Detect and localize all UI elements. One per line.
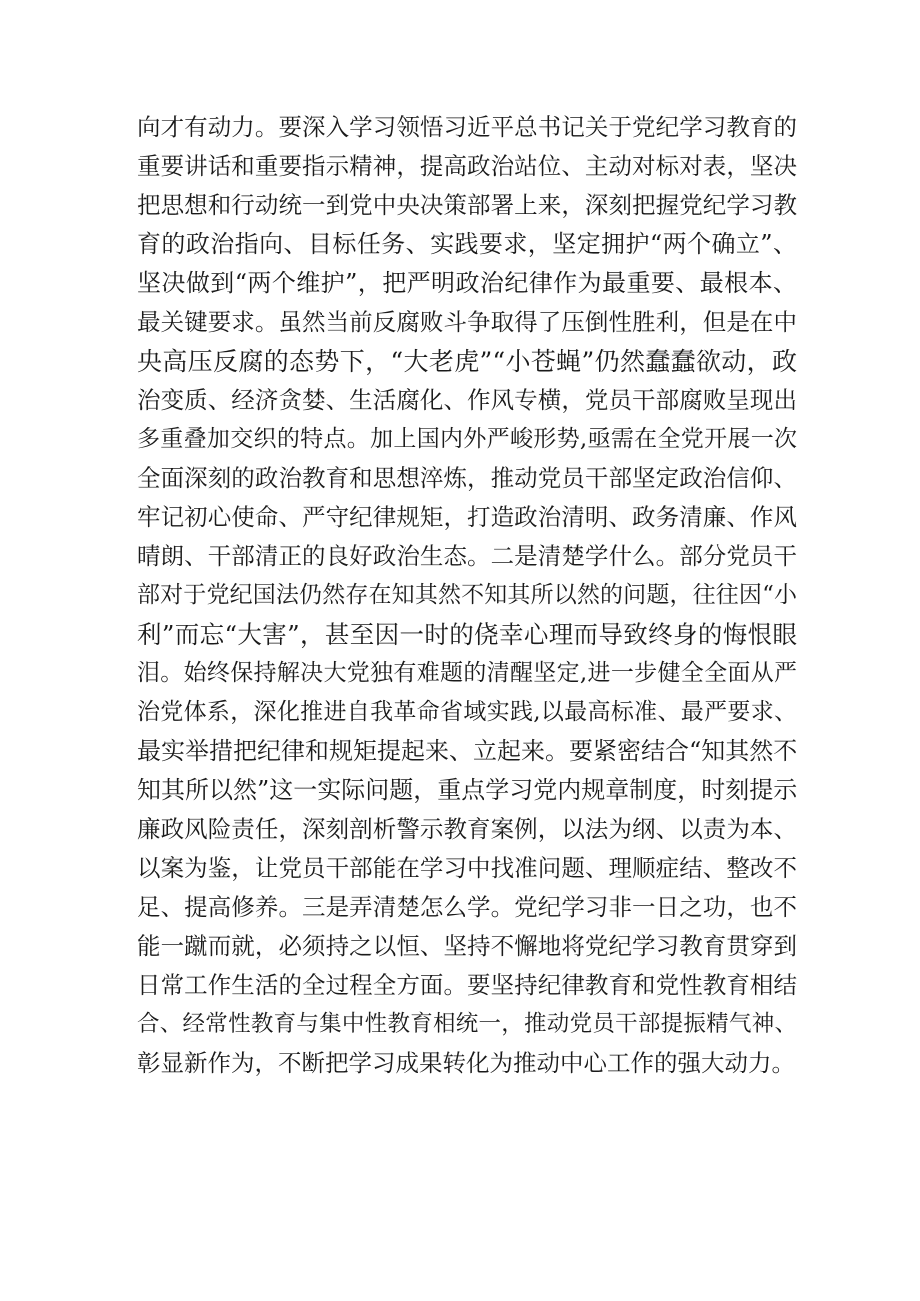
text-line-5: 坚决做到“两个维护”，把严明政治纪律作为最重要、最根本、	[137, 269, 797, 297]
text-line-11: 牢记初心使命、严守纪律规矩，打造政治清明、政务清廉、作风	[137, 503, 797, 531]
text-line-23: 日常工作生活的全过程全方面。要坚持纪律教育和党性教育相结	[137, 971, 797, 999]
text-line-25: 彰显新作为，不断把学习成果转化为推动中心工作的强大动力。	[137, 1049, 795, 1077]
text-line-18: 知其所以然”这一实际问题，重点学习党内规章制度，时刻提示	[137, 776, 798, 804]
text-line-9: 多重叠加交织的特点。加上国内外严峻形势,亟需在全党开展一次	[137, 426, 797, 452]
text-line-1: 向才有动力。要深入学习领悟习近平总书记关于党纪学习教育的	[137, 113, 797, 141]
text-line-8: 治变质、经济贪婪、生活腐化、作风专横，党员干部腐败呈现出	[137, 386, 797, 414]
text-line-6: 最关键要求。虽然当前反腐败斗争取得了压倒性胜利，但是在中	[137, 308, 797, 336]
text-line-17: 最实举措把纪律和规矩提起来、立起来。要紧密结合“知其然不	[137, 737, 798, 765]
text-line-22: 能一蹴而就，必须持之以恒、坚持不懈地将党纪学习教育贯穿到	[137, 932, 797, 960]
text-line-13: 部对于党纪国法仍然存在知其然不知其所以然的问题，往往因“小	[137, 582, 797, 608]
text-line-4: 育的政治指向、目标任务、实践要求，坚定拥护“两个确立”、	[137, 230, 797, 258]
text-line-15: 泪。始终保持解决大党独有难题的清醒坚定,进一步健全全面从严	[137, 660, 797, 686]
text-line-3: 把思想和行动统一到党中央决策部署上来，深刻把握党纪学习教	[137, 191, 797, 219]
body-text	[137, 108, 797, 1083]
text-line-20: 以案为鉴，让党员干部能在学习中找准问题、理顺症结、整改不	[137, 854, 797, 882]
text-line-10: 全面深刻的政治教育和思想淬炼，推动党员干部坚定政治信仰、	[137, 464, 797, 492]
text-line-7: 央高压反腐的态势下，“大老虎”“小苍蝇”仍然蠢蠢欲动，政	[137, 347, 797, 376]
text-line-21: 足、提高修养。三是弄清楚怎么学。党纪学习非一日之功，也不	[137, 893, 797, 921]
text-line-14: 利”而忘“大害”，甚至因一时的侥幸心理而导致终身的悔恨眼	[137, 620, 797, 649]
text-line-24: 合、经常性教育与集中性教育相统一，推动党员干部提振精气神、	[137, 1011, 797, 1037]
text-line-19: 廉政风险责任，深刻剖析警示教育案例，以法为纲、以责为本、	[137, 815, 797, 843]
text-line-2: 重要讲话和重要指示精神，提高政治站位、主动对标对表，坚决	[137, 152, 797, 180]
text-line-16: 治党体系，深化推进自我革命省域实践,以最高标准、最严要求、	[137, 699, 797, 725]
text-line-12: 晴朗、干部清正的良好政治生态。二是清楚学什么。部分党员干	[137, 542, 797, 570]
